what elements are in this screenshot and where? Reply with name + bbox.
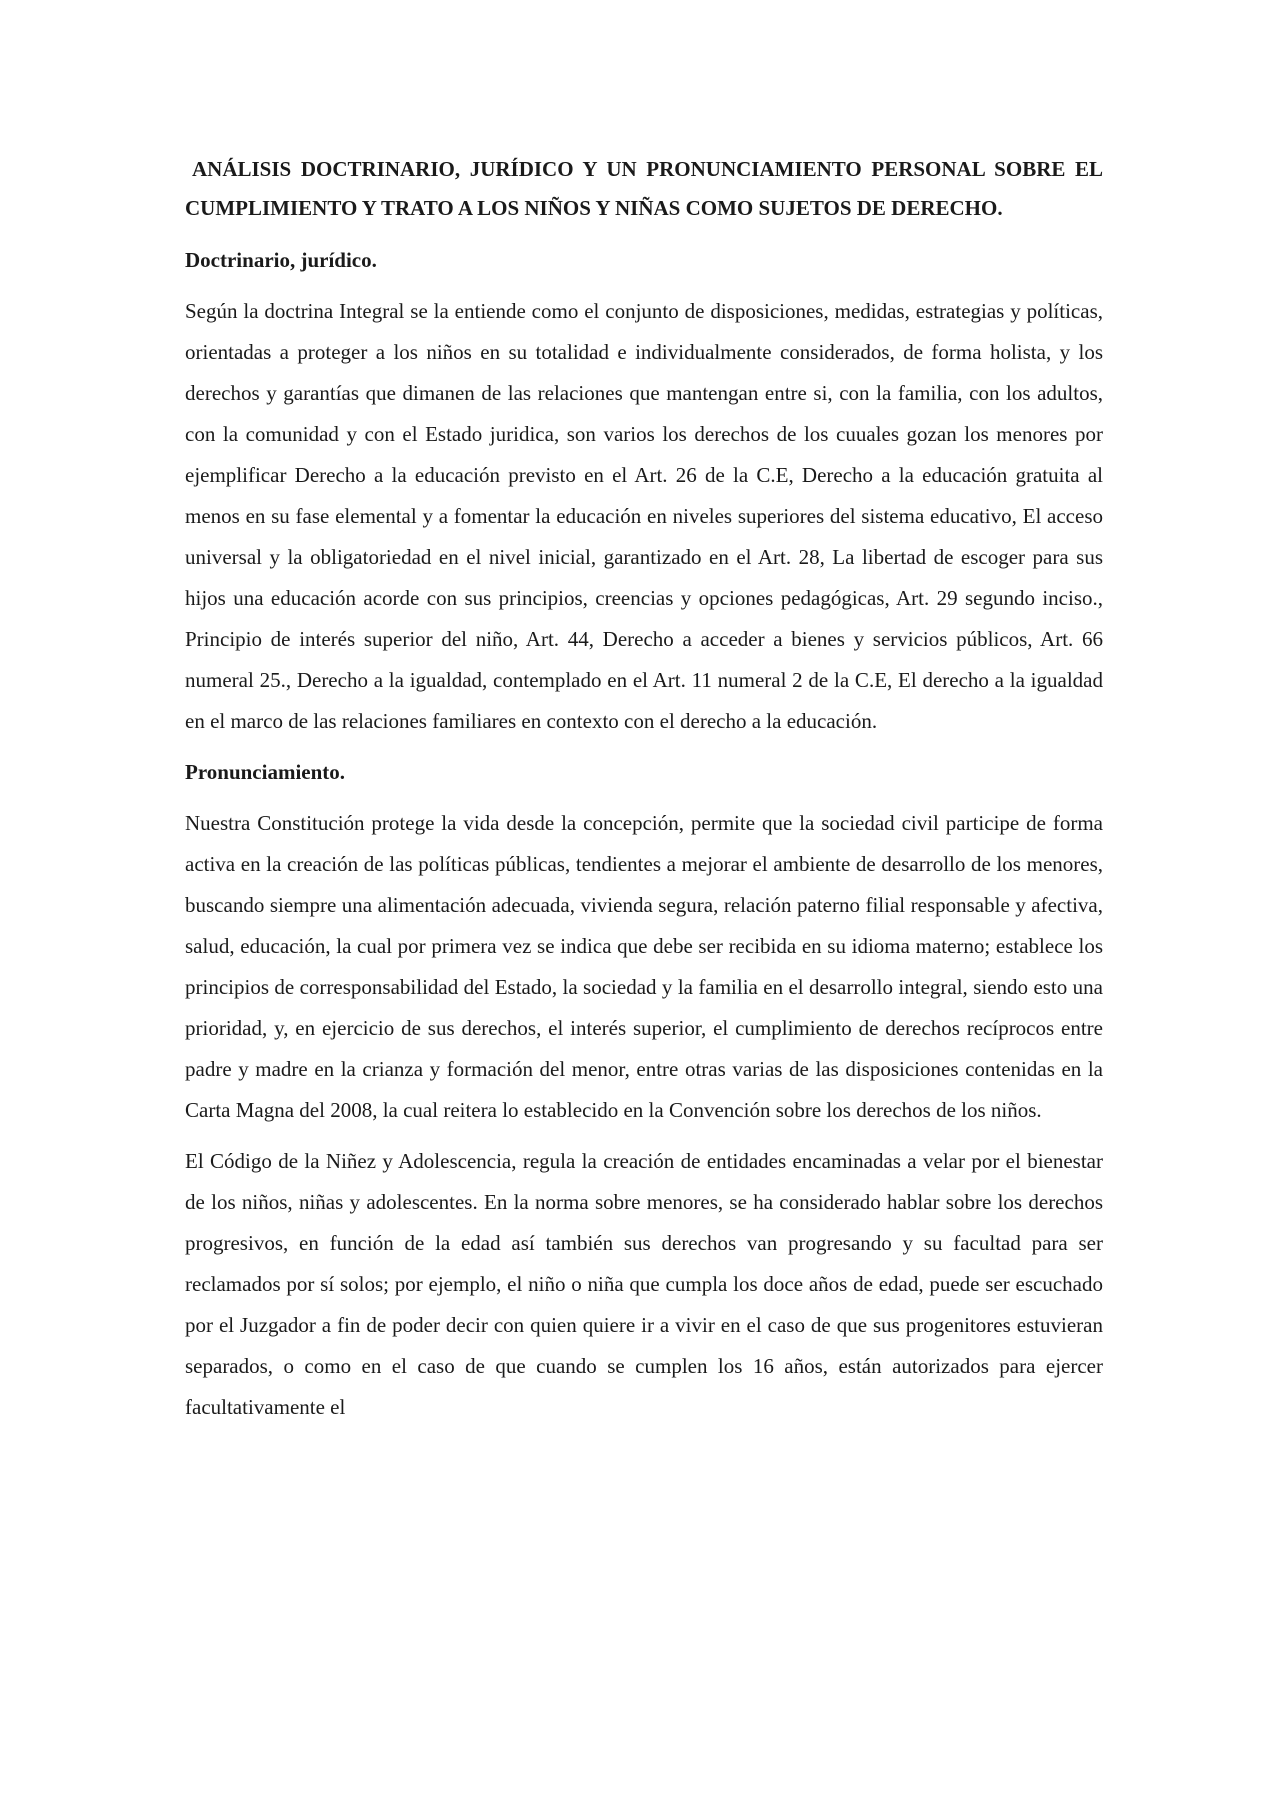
section-heading-doctrinario: Doctrinario, jurídico. [185,248,377,272]
document-title: ANÁLISIS DOCTRINARIO, JURÍDICO Y UN PRONUNCIAMIENTO PERSONAL SOBRE EL CUMPLIMIENTO Y TRATO A LOS NIÑOS Y NIÑAS COMO SUJETOS DE DERECHO. [185,157,1103,220]
paragraph-codigo-ninez: El Código de la Niñez y Adolescencia, regula la creación de entidades encaminadas a velar por el bienestar de los niños, niñas y adolescentes. En la norma sobre menores, se ha considerado hablar sobre los derechos progresivos, en función de la edad así también sus derechos van progresando y su facultad para ser reclamados por sí solos; por ejemplo, el niño o niña que cumpla los doce años de edad, puede ser escuchado por el Juzgador a fin de poder decir con quien quiere ir a vivir en el caso de que sus progenitores estuvieran separados, o como en el caso de que cuando se cumplen los 16 años, están autorizados para ejercer facultativamente el [185,1149,1103,1419]
section-heading-pronunciamiento: Pronunciamiento. [185,760,346,784]
paragraph-constitucion: Nuestra Constitución protege la vida desde la concepción, permite que la sociedad civil participe de forma activa en la creación de las políticas públicas, tendientes a mejorar el ambiente de desarrollo de los menores, buscando siempre una alimentación adecuada, vivienda segura, relación paterno filial responsable y afectiva, salud, educación, la cual por primera vez se indica que debe ser recibida en su idioma materno; establece los principios de corresponsabilidad del Estado, la sociedad y la familia en el desarrollo integral, siendo esto una prioridad, y, en ejercicio de sus derechos, el interés superior, el cumplimiento de derechos recíprocos entre padre y madre en la crianza y formación del menor, entre otras varias de las disposiciones contenidas en la Carta Magna del 2008, la cual reitera lo establecido en la Convención sobre los derechos de los niños. [185,811,1103,1122]
paragraph-doctrina-integral: Según la doctrina Integral se la entiende como el conjunto de disposiciones, medidas, estrategias y políticas, orientadas a proteger a los niños en su totalidad e individualmente considerados, de forma holista, y los derechos y garantías que dimanen de las relaciones que mantengan entre si, con la familia, con los adultos, con la comunidad y con el Estado juridica, son varios los derechos de los cuuales gozan los menores por ejemplificar Derecho a la educación previsto en el Art. 26 de la C.E, Derecho a la educación gratuita al menos en su fase elemental y a fomentar la educación en niveles superiores del sistema educativo, El acceso universal y la obligatoriedad en el nivel inicial, garantizado en el Art. 28, La libertad de escoger para sus hijos una educación acorde con sus principios, creencias y opciones pedagógicas, Art. 29 segundo inciso., Principio de interés superior del niño, Art. 44, Derecho a acceder a bienes y servicios públicos, Art. 66 numeral 25., Derecho a la igualdad, contemplado en el Art. 11 numeral 2 de la C.E, El derecho a la igualdad en el marco de las relaciones familiares en contexto con el derecho a la educación. [185,299,1103,733]
document-page [185,150,1103,1438]
